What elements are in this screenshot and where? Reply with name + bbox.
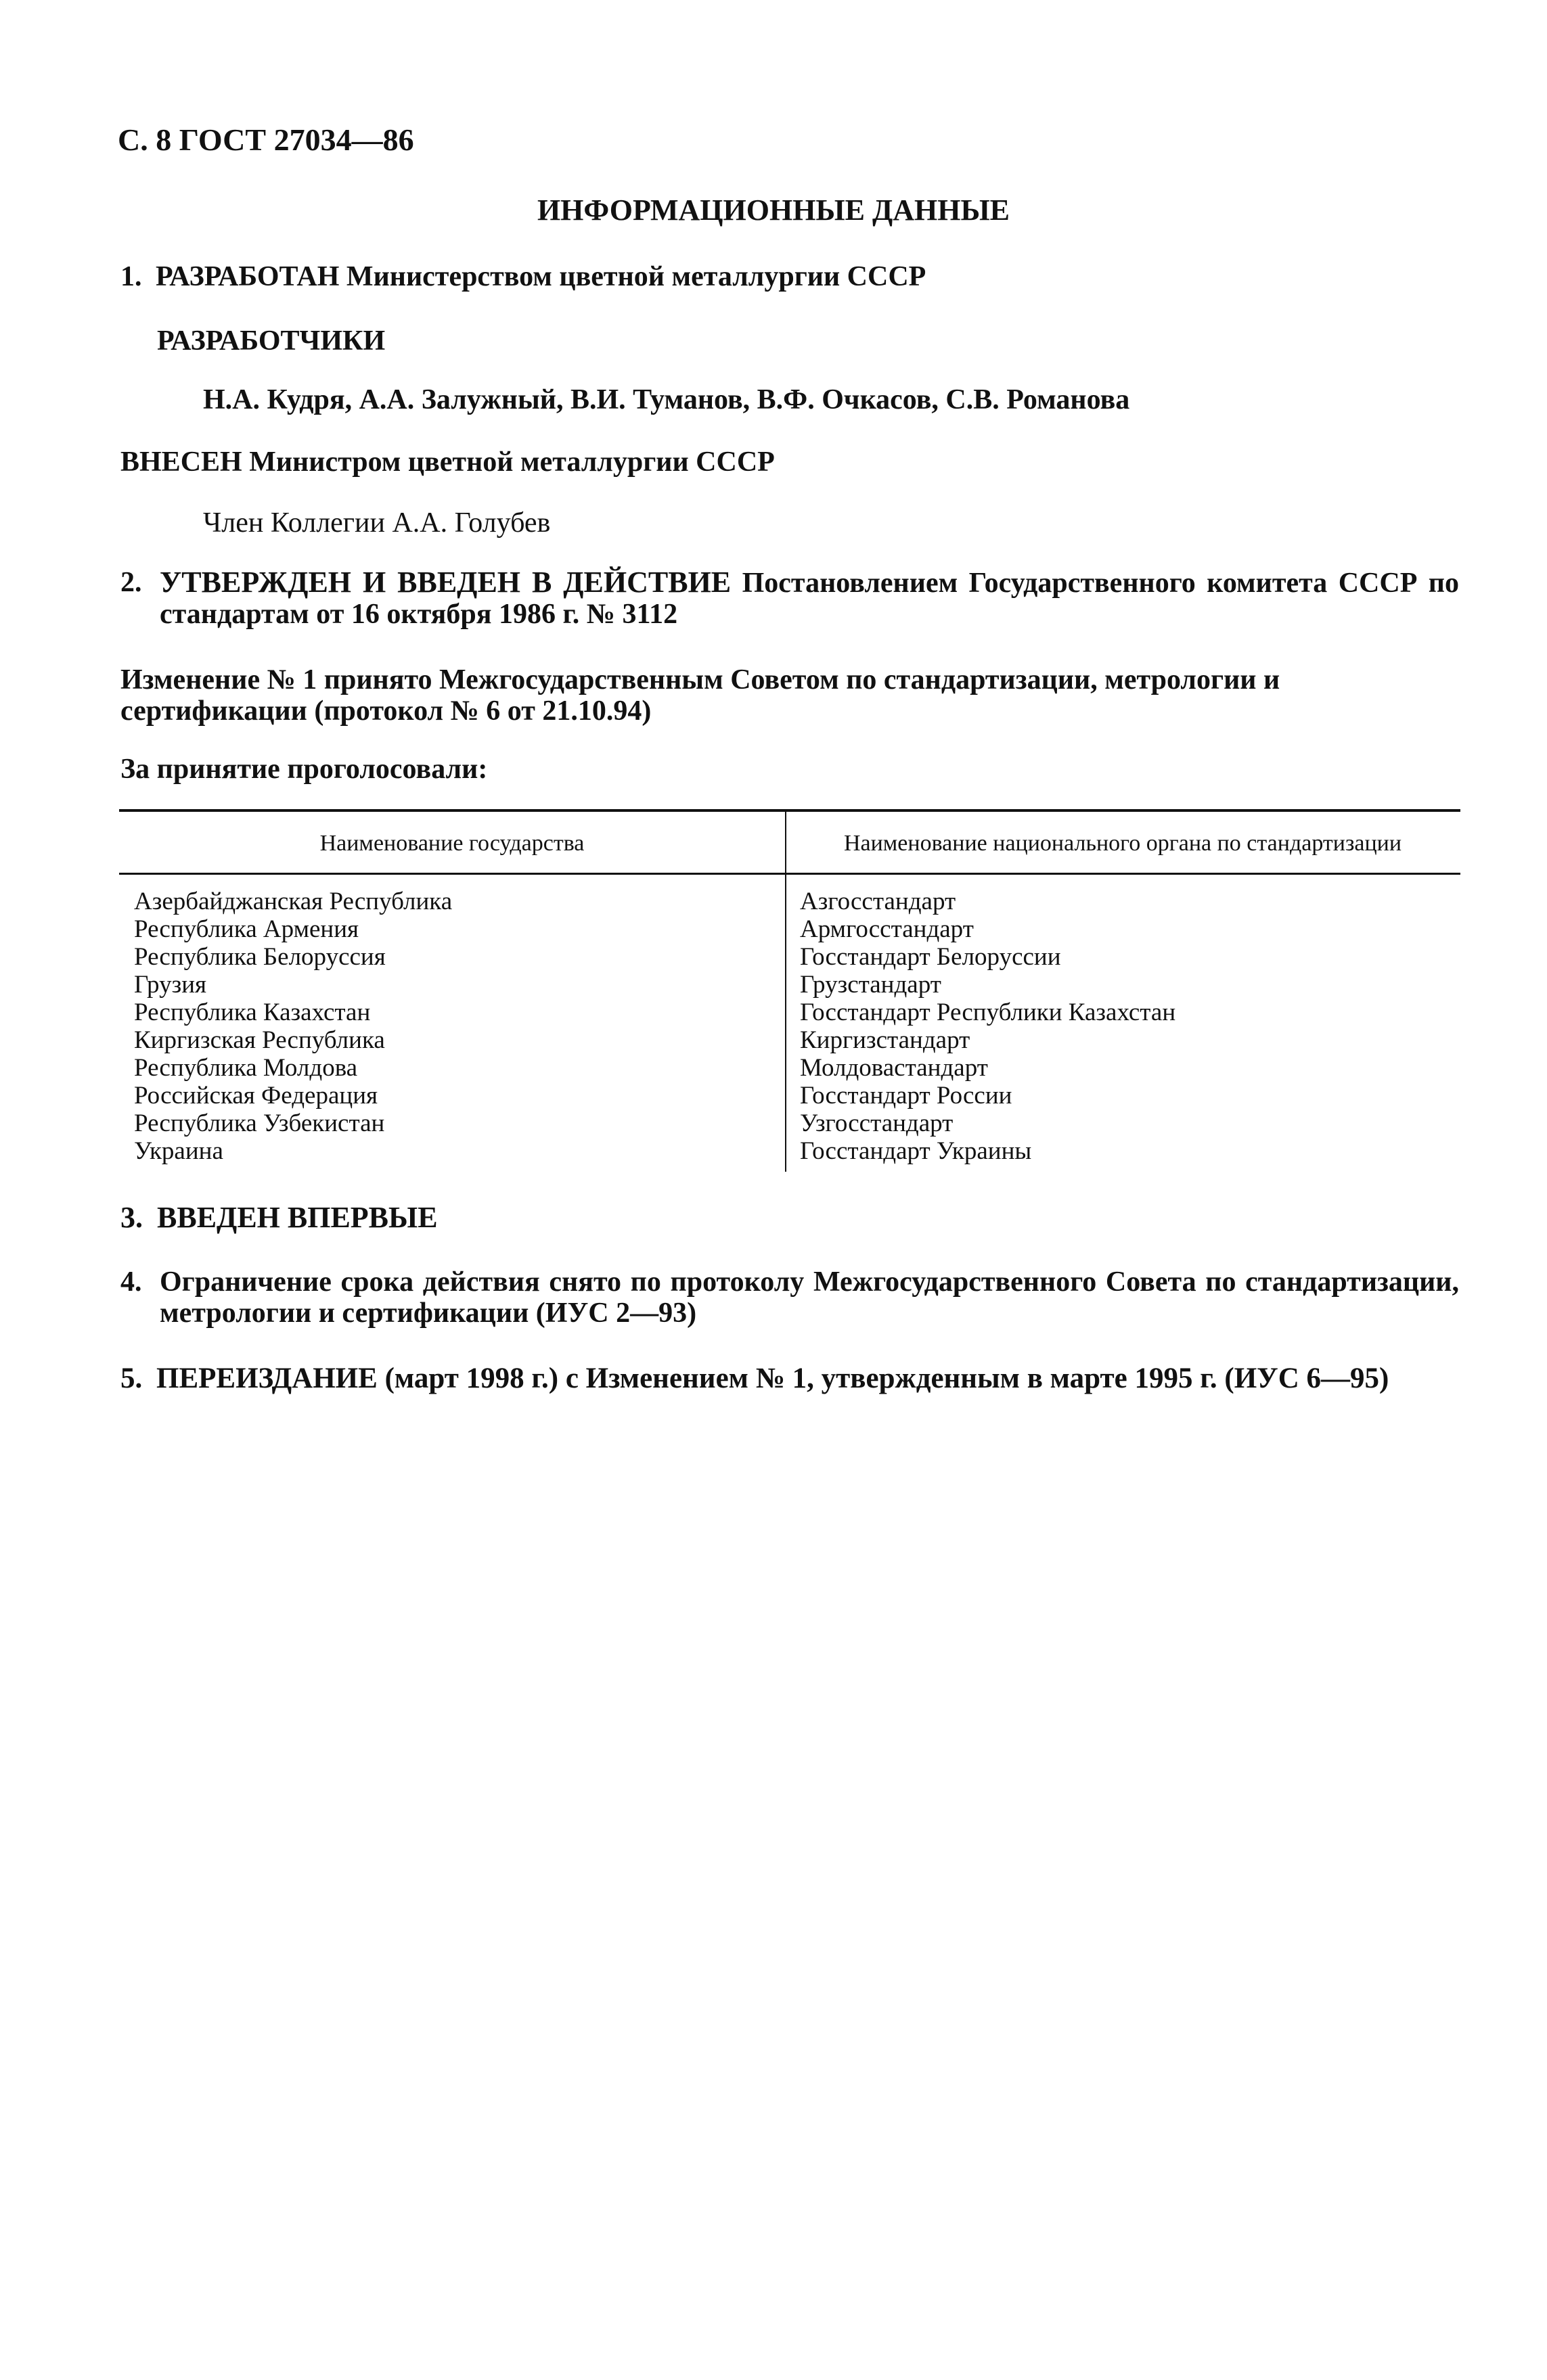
section-5-text: (март 1998 г.) с Изменением № 1, утвержденным в марте 1995 г. (ИУС 6—95) [384,1363,1389,1394]
table-cell-state: Республика Армения [134,915,359,943]
table-cell-body: Узгосстандарт [800,1109,954,1137]
table-cell-body: Госстандарт Белоруссии [800,943,1061,971]
table-cell-state: Грузия [134,971,207,999]
section-5-number: 5. [120,1363,143,1394]
table-cell-body: Госстандарт Украины [800,1137,1032,1165]
board-member: Член Коллегии А.А. Голубев [203,507,551,539]
section-3 [120,1200,438,1235]
table-cell-state: Республика Узбекистан [134,1109,385,1137]
section-2 [120,567,1459,630]
table-cell-body: Азгосстандарт [800,888,956,915]
table-cell-state: Украина [134,1137,223,1165]
section-3-number: 3. [120,1201,143,1234]
section-1-number: 1. [120,261,142,292]
voted-label: За принятие проголосовали: [120,754,488,785]
table-cell-state: Республика Белоруссия [134,943,386,971]
table-cell-state: Азербайджанская Республика [134,888,453,915]
submitted-by [120,445,775,479]
section-5-label: ПЕРЕИЗДАНИЕ [156,1363,378,1394]
section-1-text: Министерством цветной металлургии СССР [346,261,926,292]
table-header-rule [119,873,1460,875]
table-cell-body: Армгосстандарт [800,915,974,943]
page-title: ИНФОРМАЦИОННЫЕ ДАННЫЕ [537,193,1010,227]
table-cell-body: Киргизстандарт [800,1026,970,1054]
section-3-text: ВВЕДЕН ВПЕРВЫЕ [157,1201,438,1234]
section-2-number: 2. [120,567,142,598]
table-cell-body: Госстандарт России [800,1082,1012,1109]
section-1-label: РАЗРАБОТАН [156,261,340,292]
table-cell-state: Российская Федерация [134,1082,378,1109]
table-cell-state: Республика Молдова [134,1054,358,1082]
table-cell-state: Киргизская Республика [134,1026,385,1054]
table-cell-state: Республика Казахстан [134,999,371,1026]
table-header-body: Наименование национального органа по стандартизации [843,831,1402,856]
section-1 [120,260,926,294]
section-2-text: Постановлением Государственного комитета СССР по стандартам от 16 октября 1986 г. № 3112 [160,568,1460,630]
developers-list: Н.А. Кудря, А.А. Залужный, В.И. Туманов, В.Ф. Очкасов, С.В. Романова [203,384,1130,415]
section-2-label: УТВЕРЖДЕН И ВВЕДЕН В ДЕЙСТВИЕ [160,566,732,599]
section-4 [120,1266,1459,1329]
page-reference: С. 8 ГОСТ 27034—86 [118,122,414,157]
section-4-number: 4. [120,1266,142,1298]
section-4-text: Ограничение срока действия снято по протоколу Межгосударственного Совета по стандартизации, метрологии и сертификации (ИУС 2—93) [160,1266,1459,1329]
table-column-divider [785,812,786,1172]
amendment-text: Изменение № 1 принято Межгосударственным Советом по стандартизации, метрологии и сертификации (протокол № 6 от 21.10.94) [120,664,1280,727]
section-5 [120,1361,1389,1396]
developers-heading: РАЗРАБОТЧИКИ [157,325,386,357]
submitted-text: Министром цветной металлургии СССР [249,447,775,478]
table-header-state: Наименование государства [319,831,585,856]
table-top-rule [119,809,1460,812]
submitted-label: ВНЕСЕН [120,447,242,478]
table-cell-body: Грузстандарт [800,971,941,999]
table-cell-body: Госстандарт Республики Казахстан [800,999,1176,1026]
table-cell-body: Молдовастандарт [800,1054,988,1082]
